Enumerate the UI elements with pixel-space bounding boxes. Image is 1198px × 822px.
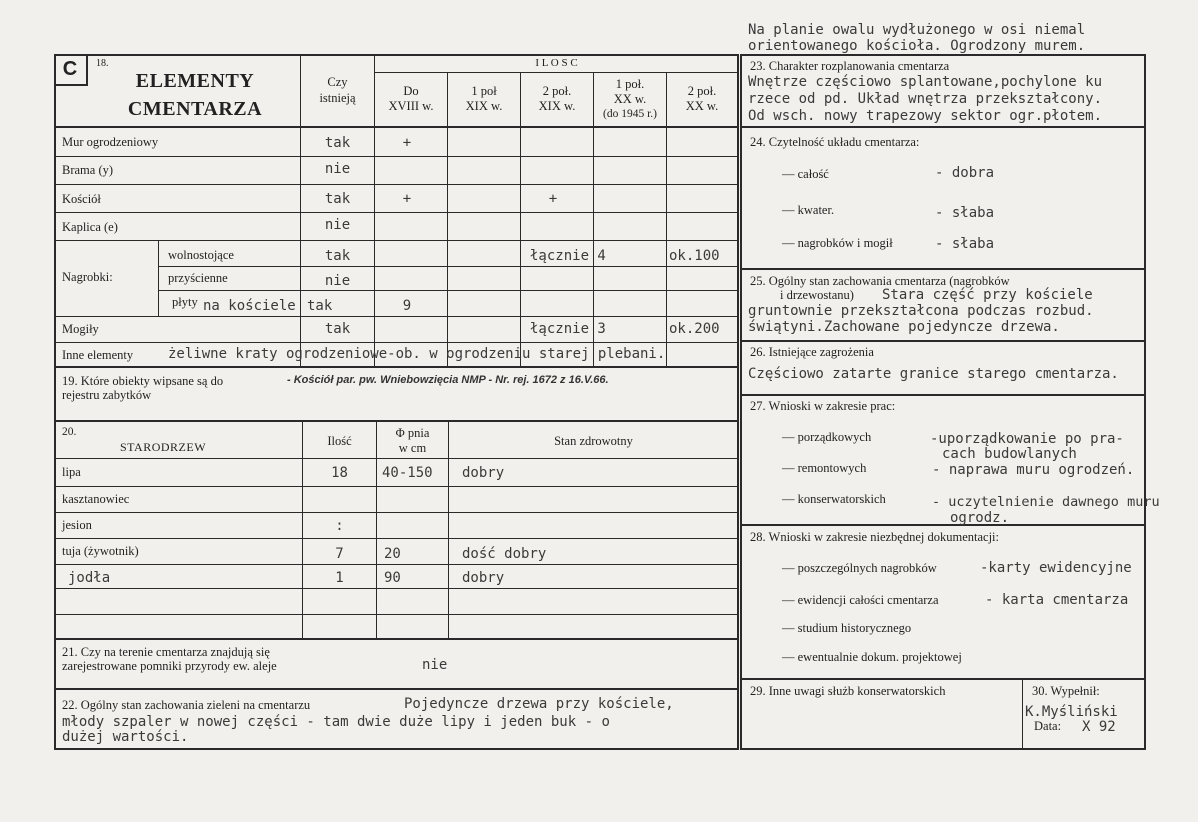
q20-col-diam: Φ pnia w cm xyxy=(395,426,430,455)
ilosc-header: I L O S C xyxy=(535,57,578,69)
q19-answer: - Kościół par. pw. Wniebowzięcia NMP - Nr. rej. 1672 z 16.V.66. xyxy=(287,374,609,386)
section-18-number: 18. xyxy=(96,58,109,69)
q28-label: 28. Wnioski w zakresie niezbędnej dokumentacji: xyxy=(750,530,999,544)
tree-name: tuja (żywotnik) xyxy=(62,544,139,558)
q19-label-line-2: rejestru zabytków xyxy=(62,388,152,402)
q27-item-label: — remontowych xyxy=(782,461,867,475)
q20-col-health: Stan zdrowotny xyxy=(554,434,633,448)
tree-diameter: 40-150 xyxy=(382,465,433,481)
q21-answer: nie xyxy=(422,657,448,673)
elements-title-line-2: CMENTARZA xyxy=(127,98,263,120)
period-header-2: 1 poł XIX w. xyxy=(465,84,503,113)
q24-item-label: — kwater. xyxy=(782,203,835,217)
row-label-mur: Mur ogrodzeniowy xyxy=(62,135,159,149)
kosciol-period-1: + xyxy=(402,191,412,207)
q30-date: X 92 xyxy=(1082,719,1116,735)
przyscienne-exists: nie xyxy=(324,273,351,289)
tree-count: 7 xyxy=(335,546,344,562)
q20-number: 20. xyxy=(62,426,77,438)
q26-label: 26. Istniejące zagrożenia xyxy=(750,345,874,359)
q24-item-value: - słaba xyxy=(935,205,995,221)
q21-label-line-1: 21. Czy na terenie cmentarza znajdują się xyxy=(62,645,270,659)
q28-item-label: — studium historycznego xyxy=(782,621,912,635)
inne-note: żeliwne kraty ogrodzeniowe-ob. w ogrodzeniu starej plebani. xyxy=(168,346,666,362)
q19-label-line-1: 19. Które obiekty wipsane są do xyxy=(62,374,224,388)
mogily-period-3: łącznie 3 xyxy=(530,321,606,337)
q23-label: 23. Charakter rozplanowania cmentarza xyxy=(750,59,950,73)
q28-item-label: — poszczególnych nagrobków xyxy=(782,561,937,575)
q27-label: 27. Wnioski w zakresie prac: xyxy=(750,399,896,413)
period-header-1: Do XVIII w. xyxy=(388,84,434,113)
plyty-note: na kościele xyxy=(203,298,296,314)
tree-health: dość dobry xyxy=(462,546,547,562)
section-letter: C xyxy=(62,58,78,80)
tree-health: dobry xyxy=(462,570,505,586)
tree-name: lipa xyxy=(62,465,81,479)
row-label-kosciol: Kościół xyxy=(62,192,101,206)
tree-name: kasztanowiec xyxy=(62,492,130,506)
top-note-line-1: Na planie owalu wydłużonego w osi niemal xyxy=(748,22,1086,38)
mogily-exists: tak xyxy=(324,321,351,337)
q25-answer-line-1: Stara część przy kościele xyxy=(882,287,1093,303)
q20-col-count: Ilość xyxy=(327,434,352,448)
tree-count: 18 xyxy=(331,465,348,481)
period-header-5: 2 poł. XX w. xyxy=(685,84,719,113)
kosciol-period-3: + xyxy=(548,191,558,207)
q24-item-label: — całość xyxy=(782,167,829,181)
top-note-line-2: orientowanego kościoła. Ogrodzony murem. xyxy=(748,38,1086,54)
tree-health: dobry xyxy=(462,465,505,481)
q30-name: K.Myśliński xyxy=(1025,704,1118,720)
q26-answer: Częściowo zatarte granice starego cmentarza. xyxy=(748,366,1119,382)
q27-item-value: - naprawa muru ogrodzeń. xyxy=(932,462,1135,478)
q30-date-label: Data: xyxy=(1034,719,1062,733)
tree-diameter: 90 xyxy=(384,570,401,586)
q20-title: STARODRZEW xyxy=(120,440,207,454)
row-label-plyty: płyty xyxy=(172,295,198,309)
q25-answer-line-3: świątyni.Zachowane pojedyncze drzewa. xyxy=(748,319,1060,335)
row-label-wolnostojace: wolnostojące xyxy=(168,248,234,262)
wolnostojace-period-3: łącznie 4 xyxy=(530,248,606,264)
q27-item-value: -uporządkowanie po pra- xyxy=(930,431,1124,447)
q27-item-value: - uczytelnienie dawnego muru xyxy=(932,494,1160,510)
q28-item-value: - karta cmentarza xyxy=(985,592,1129,608)
period-header-4: 1 poł. XX w. (do 1945 r.) xyxy=(603,77,657,120)
wolnostojace-exists: tak xyxy=(324,248,351,264)
section-letter-box xyxy=(54,56,88,86)
col-exists-header: Czy istnieją xyxy=(319,75,356,105)
brama-exists: nie xyxy=(324,161,351,177)
q28-item-label: — ewentualnie dokum. projektowej xyxy=(782,650,962,664)
q24-item-value: - dobra xyxy=(935,165,995,181)
q27-item-label: — konserwatorskich xyxy=(782,492,886,506)
q28-item-value: -karty ewidencyjne xyxy=(980,560,1132,576)
q24-label: 24. Czytelność układu cmentarza: xyxy=(750,135,920,149)
row-label-mogily: Mogiły xyxy=(62,322,99,336)
kosciol-exists: tak xyxy=(324,191,351,207)
row-label-kaplica: Kaplica (e) xyxy=(62,220,118,234)
q22-answer-line-2: młody szpaler w nowej części - tam dwie duże lipy i jeden buk - o xyxy=(62,714,610,730)
row-label-brama: Brama (y) xyxy=(62,163,114,177)
q27-item-value-cont: ogrodz. xyxy=(950,510,1010,526)
q27-item-value-cont: cach budowlanych xyxy=(942,446,1077,462)
plyty-period-1: 9 xyxy=(402,298,412,314)
q21-label-line-2: zarejestrowane pomniki przyrody ew. aleje xyxy=(62,659,277,673)
mogily-period-5: ok.200 xyxy=(669,321,720,337)
q24-item-value: - słaba xyxy=(935,236,995,252)
q25-answer-line-2: gruntownie przekształcona podczas rozbud. xyxy=(748,303,1094,319)
row-label-inne: Inne elementy xyxy=(62,348,134,362)
mur-period-1: + xyxy=(402,135,412,151)
q23-line-2: rzece od pd. Układ wnętrza przekształcony. xyxy=(748,91,1103,107)
q27-item-label: — porządkowych xyxy=(782,430,872,444)
tree-diameter: 20 xyxy=(384,546,401,562)
q22-answer-line-3: dużej wartości. xyxy=(62,729,189,745)
tree-count: : xyxy=(335,518,344,534)
plyty-exists: tak xyxy=(307,298,333,314)
q25-label-line-1: 25. Ogólny stan zachowania cmentarza (nagrobków xyxy=(750,274,1010,288)
wolnostojace-period-5: ok.100 xyxy=(669,248,720,264)
q28-item-label: — ewidencji całości cmentarza xyxy=(782,593,939,607)
q30-label: 30. Wypełnił: xyxy=(1032,684,1100,698)
q24-item-label: — nagrobków i mogił xyxy=(782,236,893,250)
q25-label-line-2: i drzewostanu) xyxy=(780,288,854,302)
row-label-nagrobki: Nagrobki: xyxy=(62,270,113,284)
q23-line-1: Wnętrze częściowo splantowane,pochylone ku xyxy=(748,74,1103,90)
q22-answer-line-1: Pojedyncze drzewa przy kościele, xyxy=(404,696,674,712)
elements-title-line-1: ELEMENTY xyxy=(135,70,255,92)
q29-label: 29. Inne uwagi służb konserwatorskich xyxy=(750,684,946,698)
period-header-3: 2 poł. XIX w. xyxy=(538,84,576,113)
row-label-przyscienne: przyścienne xyxy=(168,271,228,285)
q23-line-3: Od wsch. nowy trapezowy sektor ogr.płotem. xyxy=(748,108,1103,124)
kaplica-exists: nie xyxy=(324,217,351,233)
mur-exists: tak xyxy=(324,135,351,151)
tree-name: jodła xyxy=(68,570,111,586)
tree-count: 1 xyxy=(335,570,344,586)
q22-label: 22. Ogólny stan zachowania zieleni na cmentarzu xyxy=(62,698,311,712)
tree-name: jesion xyxy=(62,518,92,532)
